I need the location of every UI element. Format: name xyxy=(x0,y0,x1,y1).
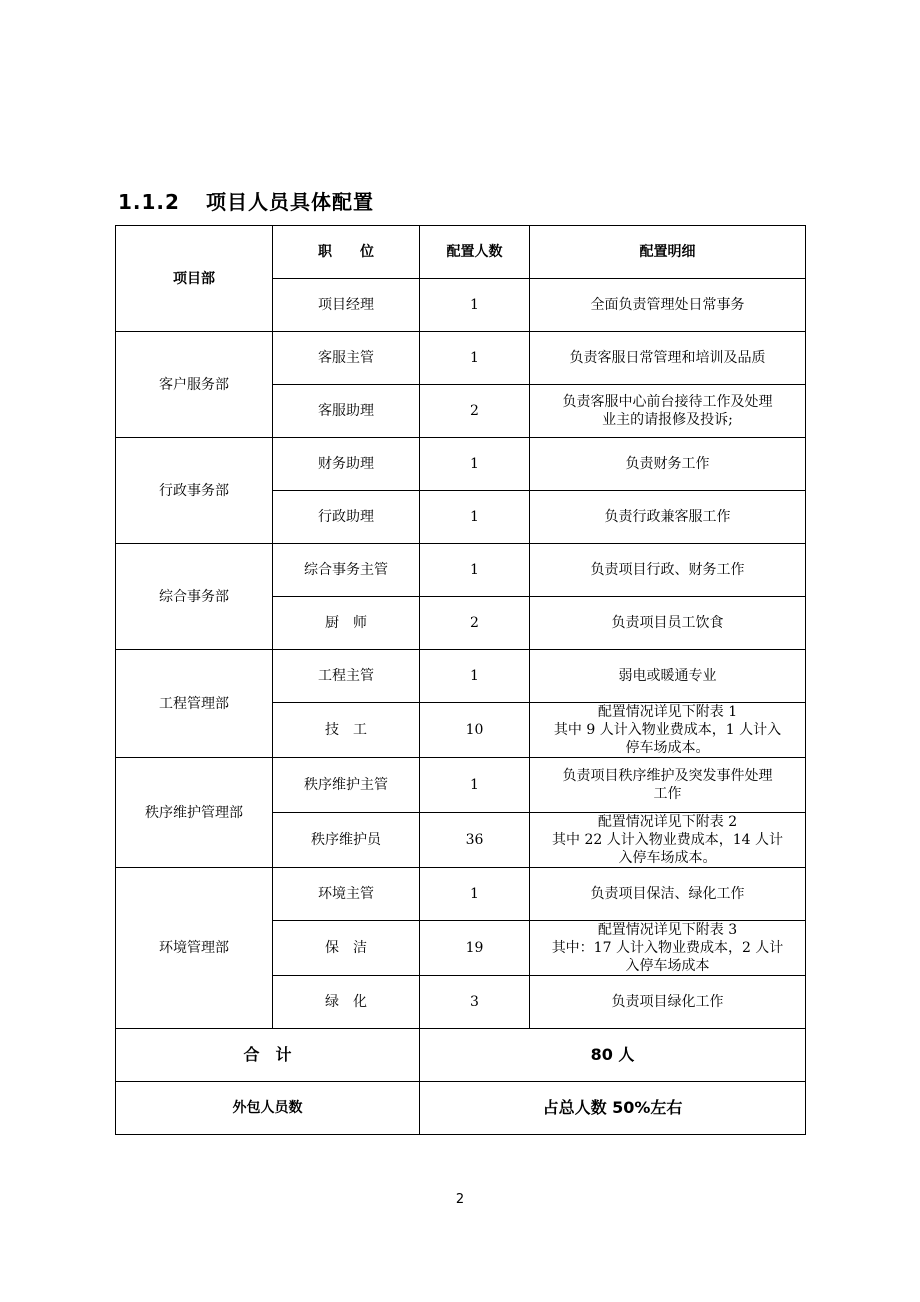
position-cell: 技 工 xyxy=(273,703,420,758)
dept-cell: 客户服务部 xyxy=(116,332,273,438)
detail-line: 入停车场成本 xyxy=(625,958,710,974)
position-cell: 综合事务主管 xyxy=(273,544,420,597)
count-cell: 19 xyxy=(420,921,530,976)
detail-line: 其中 22 人计入物业费成本，14 人计 xyxy=(552,832,783,848)
count-cell: 1 xyxy=(420,332,530,385)
detail-cell xyxy=(530,544,806,597)
dept-cell: 行政事务部 xyxy=(116,438,273,544)
detail-line: 停车场成本。 xyxy=(625,740,710,756)
header-row xyxy=(116,226,806,279)
detail-cell xyxy=(530,279,806,332)
position-cell: 财务助理 xyxy=(273,438,420,491)
count-cell: 1 xyxy=(420,868,530,921)
detail-line: 负责行政兼客服工作 xyxy=(604,509,731,525)
position-cell: 秩序维护主管 xyxy=(273,758,420,813)
dept-cell: 秩序维护管理部 xyxy=(116,758,273,868)
table-row xyxy=(116,544,806,597)
detail-line: 负责项目行政、财务工作 xyxy=(590,562,745,578)
staffing-table xyxy=(115,225,806,1135)
detail-line: 负责财务工作 xyxy=(625,456,710,472)
outsourced-row xyxy=(116,1082,806,1135)
total-row xyxy=(116,1029,806,1082)
position-cell: 客服主管 xyxy=(273,332,420,385)
header-count: 配置人数 xyxy=(420,226,530,279)
detail-cell xyxy=(530,758,806,813)
count-cell: 2 xyxy=(420,597,530,650)
table-row xyxy=(116,868,806,921)
detail-cell xyxy=(530,921,806,976)
detail-cell xyxy=(530,868,806,921)
position-cell: 环境主管 xyxy=(273,868,420,921)
detail-cell xyxy=(530,703,806,758)
count-cell: 3 xyxy=(420,976,530,1029)
detail-line: 负责项目员工饮食 xyxy=(611,615,724,631)
detail-line: 配置情况详见下附表 2 xyxy=(597,814,738,830)
header-detail: 配置明细 xyxy=(530,226,806,279)
total-value: 80 人 xyxy=(420,1029,806,1082)
total-label: 合 计 xyxy=(116,1029,420,1082)
header-position: 职 位 xyxy=(273,226,420,279)
detail-line: 负责项目秩序维护及突发事件处理 xyxy=(562,768,773,784)
detail-line: 其中 9 人计入物业费成本，1 人计入 xyxy=(553,722,782,738)
position-cell: 客服助理 xyxy=(273,385,420,438)
detail-cell xyxy=(530,491,806,544)
dept-cell: 工程管理部 xyxy=(116,650,273,758)
detail-line: 入停车场成本。 xyxy=(618,850,717,866)
outsourced-value: 占总人数 50%左右 xyxy=(420,1082,806,1135)
table-row xyxy=(116,332,806,385)
detail-cell xyxy=(530,597,806,650)
detail-line: 配置情况详见下附表 1 xyxy=(597,704,738,720)
detail-line: 业主的请报修及投诉; xyxy=(602,412,733,428)
dept-cell: 环境管理部 xyxy=(116,868,273,1029)
position-cell: 项目经理 xyxy=(273,279,420,332)
position-cell: 厨 师 xyxy=(273,597,420,650)
count-cell: 1 xyxy=(420,491,530,544)
detail-cell xyxy=(530,650,806,703)
detail-line: 负责客服日常管理和培训及品质 xyxy=(569,350,766,366)
position-cell: 绿 化 xyxy=(273,976,420,1029)
dept-cell: 项目部 xyxy=(116,226,273,332)
detail-cell xyxy=(530,385,806,438)
table-row xyxy=(116,758,806,813)
table-row xyxy=(116,438,806,491)
count-cell: 2 xyxy=(420,385,530,438)
detail-line: 负责客服中心前台接待工作及处理 xyxy=(562,394,773,410)
outsourced-label: 外包人员数 xyxy=(116,1082,420,1135)
detail-line: 负责项目绿化工作 xyxy=(611,994,724,1010)
count-cell: 1 xyxy=(420,758,530,813)
dept-cell: 综合事务部 xyxy=(116,544,273,650)
position-cell: 工程主管 xyxy=(273,650,420,703)
detail-line: 负责项目保洁、绿化工作 xyxy=(590,886,745,902)
page-number: 2 xyxy=(455,1192,465,1207)
section-number: 1.1.2 xyxy=(118,190,180,214)
section-title: 项目人员具体配置 xyxy=(206,190,374,214)
detail-line: 全面负责管理处日常事务 xyxy=(590,297,745,313)
detail-cell xyxy=(530,813,806,868)
position-cell: 保 洁 xyxy=(273,921,420,976)
detail-cell xyxy=(530,332,806,385)
detail-line: 配置情况详见下附表 3 xyxy=(597,922,738,938)
position-cell: 行政助理 xyxy=(273,491,420,544)
position-cell: 秩序维护员 xyxy=(273,813,420,868)
detail-cell xyxy=(530,438,806,491)
detail-cell xyxy=(530,976,806,1029)
table-row xyxy=(116,650,806,703)
count-cell: 10 xyxy=(420,703,530,758)
count-cell: 1 xyxy=(420,650,530,703)
section-heading xyxy=(118,186,374,215)
detail-line: 工作 xyxy=(653,786,682,802)
count-cell: 1 xyxy=(420,279,530,332)
detail-line: 弱电或暖通专业 xyxy=(618,668,717,684)
count-cell: 1 xyxy=(420,438,530,491)
count-cell: 36 xyxy=(420,813,530,868)
count-cell: 1 xyxy=(420,544,530,597)
detail-line: 其中：17 人计入物业费成本，2 人计 xyxy=(551,940,784,956)
